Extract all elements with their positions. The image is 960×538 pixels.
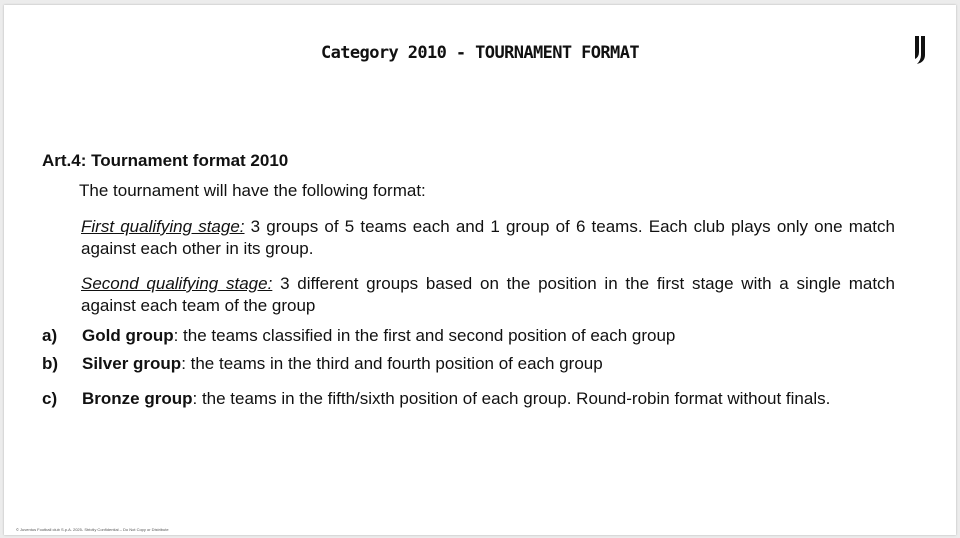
confidential-footer: © Juventus Football club S.p.A. 2025- Strictly Confidential – Do Not Copy or Distribute (16, 527, 169, 532)
silver-group-item (42, 353, 895, 375)
intro-text: The tournament will have the following format: (79, 181, 426, 200)
list-marker: b) (42, 354, 59, 373)
slide-page (4, 5, 956, 535)
second-stage-text: 3 different groups based on the position in the first stage with a single match against each team of the group (81, 274, 895, 315)
second-qualifying-stage (81, 273, 895, 317)
group-text: : the teams in the fifth/sixth position of each group. Round-robin format without finals. (192, 389, 831, 408)
first-qualifying-stage (81, 216, 895, 260)
first-stage-label: First qualifying stage: (81, 217, 245, 236)
page-title: Category 2010 - TOURNAMENT FORMAT (321, 43, 639, 63)
group-text: : the teams in the third and fourth position of each group (181, 354, 603, 373)
first-stage-text: 3 groups of 5 teams each and 1 group of 6 teams. Each club plays only one match against each other in its group. (81, 217, 895, 258)
list-marker: c) (42, 389, 58, 408)
second-stage-label: Second qualifying stage: (81, 274, 273, 293)
group-text: : the teams classified in the first and second position of each group (173, 326, 676, 345)
bronze-group-item (42, 388, 895, 410)
gold-group-item (42, 325, 895, 347)
article-heading: Art.4: Tournament format 2010 (42, 151, 289, 170)
juventus-logo-icon (912, 35, 928, 65)
group-name: Silver group (82, 354, 182, 373)
group-name: Bronze group (82, 389, 193, 408)
list-marker: a) (42, 326, 58, 345)
group-name: Gold group (82, 326, 174, 345)
